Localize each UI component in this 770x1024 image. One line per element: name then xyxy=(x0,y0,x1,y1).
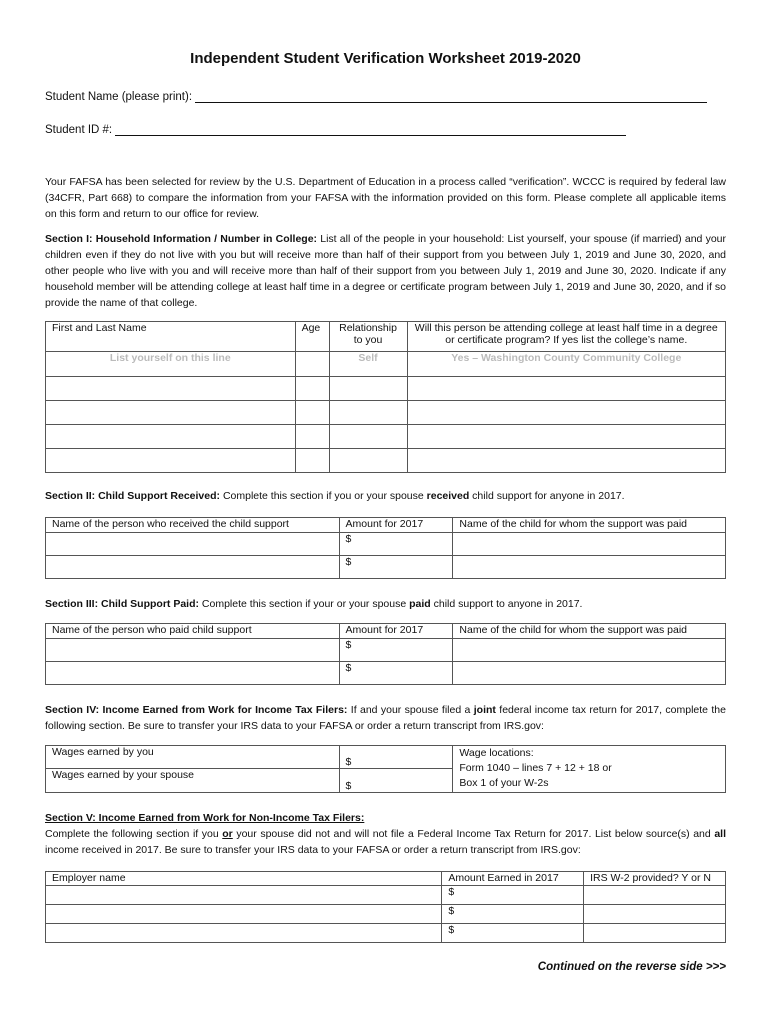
section-3-text-bold: paid xyxy=(409,598,431,610)
cell-age[interactable] xyxy=(295,377,329,401)
cell-name[interactable] xyxy=(46,556,340,579)
col-header-relationship: Relationship to you xyxy=(329,322,407,352)
cell-amount[interactable]: $ xyxy=(442,924,584,943)
table-row xyxy=(46,905,726,924)
cell-college[interactable] xyxy=(407,401,725,425)
table-row xyxy=(46,377,726,401)
section-4-text-bold: joint xyxy=(473,704,496,716)
section-4-heading: Section IV: Income Earned from Work for Income Tax Filers: xyxy=(45,704,348,716)
cell-amount[interactable]: $ xyxy=(339,533,453,556)
cell-age[interactable] xyxy=(295,401,329,425)
section-4-text-b: federal income tax return for 2017, complete the following section. Be sure to transfer your IRS data to your FAFSA or order a return transcript from IRS.gov: xyxy=(45,704,726,732)
wage-locations-line-2: Form 1040 – lines 7 + 12 + 18 or xyxy=(459,762,612,774)
cell-college[interactable] xyxy=(407,377,725,401)
continued-note: Continued on the reverse side >>> xyxy=(537,961,726,973)
table-row xyxy=(46,533,726,556)
col-header-amount: Amount for 2017 xyxy=(339,518,453,533)
cell-name[interactable] xyxy=(46,662,340,685)
section-2-text-bold: received xyxy=(426,490,470,502)
cell-name[interactable] xyxy=(46,533,340,556)
col-header-amount: Amount for 2017 xyxy=(339,624,453,639)
wage-locations-note xyxy=(453,746,726,793)
cell-amount[interactable]: $ xyxy=(339,639,453,662)
cell-w2[interactable] xyxy=(584,905,726,924)
col-header-w2: IRS W-2 provided? Y or N xyxy=(584,872,726,886)
section-3-instructions xyxy=(45,596,726,612)
table-row xyxy=(46,449,726,473)
section-5-text-c: income received in 2017. Be sure to transfer your IRS data to your FAFSA or order a return transcript from IRS.gov: xyxy=(45,844,581,856)
cell-amount[interactable]: $ xyxy=(339,662,453,685)
table-header-row xyxy=(46,624,726,639)
col-header-name: Name of the person who received the child support xyxy=(46,518,340,533)
cell-employer[interactable] xyxy=(46,886,442,905)
table-row xyxy=(46,425,726,449)
section-5-text-all: all xyxy=(714,828,726,840)
cell-employer[interactable] xyxy=(46,905,442,924)
section-1-text: List all of the people in your household: List yourself, your spouse (if married) and your children even if they do not live with you but will receive more than half of their support from you between July 1, 2019 and June 30, 2020, and other people who live with you and will receive more than half of their support from you between July 1, 2019 and June 30, 2020. Indicate if any household member will be attending college at least half time in a degree or certificate program between July 1, 2019 and June 30, 2020, and if so provide the name of that college. xyxy=(45,233,727,309)
section-2-text-b: child support for anyone in 2017. xyxy=(469,490,625,502)
col-header-name: First and Last Name xyxy=(46,322,296,352)
cell-college[interactable] xyxy=(407,425,725,449)
cell-w2[interactable] xyxy=(584,924,726,943)
table-header-row xyxy=(46,518,726,533)
cell-amount[interactable]: $ xyxy=(442,905,584,924)
table-header-row xyxy=(46,322,726,352)
table-row xyxy=(46,352,726,377)
cell-name[interactable] xyxy=(46,449,296,473)
cell-amount[interactable]: $ xyxy=(442,886,584,905)
wages-spouse-label: Wages earned by your spouse xyxy=(46,769,340,793)
example-name: List yourself on this line xyxy=(46,352,296,377)
wage-locations-line-3: Box 1 of your W-2s xyxy=(459,777,549,789)
col-header-age: Age xyxy=(295,322,329,352)
table-row xyxy=(46,662,726,685)
page-title: Independent Student Verification Worksheet 2019-2020 xyxy=(190,50,581,67)
table-row xyxy=(46,746,726,769)
cell-relationship[interactable] xyxy=(329,401,407,425)
student-id-field[interactable] xyxy=(45,122,626,136)
section-1-heading: Section I: Household Information / Number in College: xyxy=(45,233,318,245)
cell-child[interactable] xyxy=(453,533,726,556)
cell-name[interactable] xyxy=(46,425,296,449)
col-header-child: Name of the child for whom the support was paid xyxy=(453,518,726,533)
cell-w2[interactable] xyxy=(584,886,726,905)
section-4-text-a: If and your spouse filed a xyxy=(347,704,474,716)
section-3-text-a: Complete this section if your or your spouse xyxy=(199,598,410,610)
table-row xyxy=(46,886,726,905)
section-2-instructions xyxy=(45,488,726,504)
cell-child[interactable] xyxy=(453,556,726,579)
child-support-paid-table xyxy=(45,623,726,685)
wages-you-amount[interactable]: $ xyxy=(339,746,453,769)
household-table xyxy=(45,321,726,473)
col-header-college: Will this person be attending college at least half time in a degree or certificate program? If yes list the college’s name. xyxy=(407,322,725,352)
student-name-label: Student Name (please print): xyxy=(45,91,193,103)
cell-child[interactable] xyxy=(453,639,726,662)
cell-college[interactable] xyxy=(407,449,725,473)
cell-age[interactable] xyxy=(295,449,329,473)
cell-name[interactable] xyxy=(46,639,340,662)
cell-employer[interactable] xyxy=(46,924,442,943)
section-5-text-a: Complete the following section if you xyxy=(45,828,223,840)
section-2-heading: Section II: Child Support Received: xyxy=(45,490,221,502)
wage-locations-line-1: Wage locations: xyxy=(459,747,534,759)
cell-name[interactable] xyxy=(46,401,296,425)
cell-relationship[interactable] xyxy=(329,377,407,401)
table-row xyxy=(46,924,726,943)
example-relationship: Self xyxy=(329,352,407,377)
intro-paragraph: Your FAFSA has been selected for review by the U.S. Department of Education in a process called “verification”. WCCC is required by federal law (34CFR, Part 668) to compare the information from your FAFSA with the information provided on this form. Please complete all applicable items on this form and return to our office for review. xyxy=(45,176,726,220)
table-header-row xyxy=(46,872,726,886)
section-3-text-b: child support to anyone in 2017. xyxy=(430,598,583,610)
cell-age[interactable] xyxy=(295,425,329,449)
section-5-text-or: or xyxy=(222,828,233,840)
table-row xyxy=(46,639,726,662)
section-5-text-b: your spouse did not and will not file a Federal Income Tax Return for 2017. List below source(s) and xyxy=(232,828,715,840)
student-name-field[interactable] xyxy=(45,89,707,103)
non-filers-table xyxy=(45,871,726,943)
cell-relationship[interactable] xyxy=(329,449,407,473)
table-row xyxy=(46,401,726,425)
student-id-label: Student ID #: xyxy=(45,124,113,136)
section-5-heading: Section V: Income Earned from Work for Non-Income Tax Filers: xyxy=(45,812,365,824)
section-5-instructions xyxy=(45,810,726,858)
student-name-line[interactable] xyxy=(195,89,707,103)
cell-amount[interactable]: $ xyxy=(339,556,453,579)
child-support-received-table xyxy=(45,517,726,579)
example-college: Yes – Washington County Community College xyxy=(407,352,725,377)
wages-you-label: Wages earned by you xyxy=(46,746,340,769)
section-4-instructions xyxy=(45,702,726,734)
cell-child[interactable] xyxy=(453,662,726,685)
col-header-employer: Employer name xyxy=(46,872,442,886)
cell-age[interactable] xyxy=(295,352,329,377)
cell-relationship[interactable] xyxy=(329,425,407,449)
section-1-instructions xyxy=(45,231,726,311)
table-row xyxy=(46,556,726,579)
col-header-amount: Amount Earned in 2017 xyxy=(442,872,584,886)
section-3-heading: Section III: Child Support Paid: xyxy=(45,598,199,610)
col-header-child: Name of the child for whom the support was paid xyxy=(453,624,726,639)
student-id-line[interactable] xyxy=(115,122,626,136)
section-2-text-a: Complete this section if you or your spouse xyxy=(220,490,427,502)
col-header-name: Name of the person who paid child support xyxy=(46,624,340,639)
income-tax-filers-table xyxy=(45,745,726,793)
wages-spouse-amount[interactable]: $ xyxy=(339,769,453,793)
cell-name[interactable] xyxy=(46,377,296,401)
